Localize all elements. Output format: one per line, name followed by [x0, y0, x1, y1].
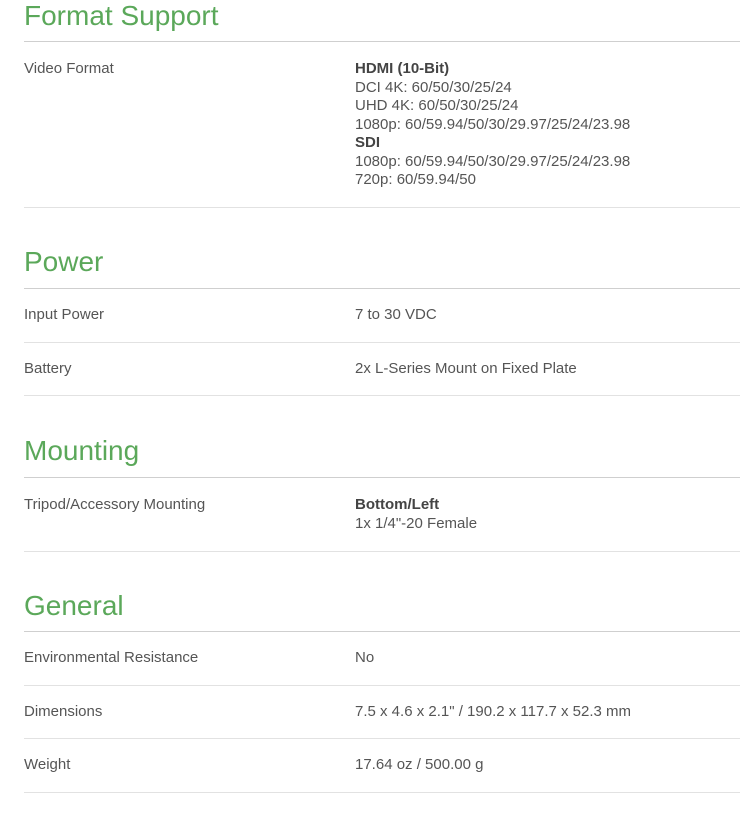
section-mounting [24, 434, 740, 552]
spec-label: Weight [24, 756, 71, 773]
spec-group-heading: SDI [355, 134, 381, 151]
spec-value-line: 1080p: 60/59.94/50/30/29.97/25/24/23.98 [355, 152, 631, 170]
spec-value [355, 60, 740, 190]
spec-value: 7.5 x 4.6 x 2.1" / 190.2 x 117.7 x 52.3 mm [355, 702, 632, 720]
section-title: Power [24, 246, 104, 277]
spec-row-input-power [24, 289, 740, 343]
spec-row-weight [24, 739, 740, 793]
spec-label: Input Power [24, 306, 105, 323]
spec-label: Environmental Resistance [24, 649, 199, 666]
spec-row-environmental-resistance [24, 632, 740, 686]
section-title: Format Support [24, 0, 219, 31]
spec-value: 2x L-Series Mount on Fixed Plate [355, 359, 577, 377]
spec-value [355, 496, 740, 533]
spec-value: No [355, 649, 375, 666]
section-title: General [24, 590, 124, 621]
spec-value-line: UHD 4K: 60/50/30/25/24 [355, 97, 519, 114]
spec-group-heading: Bottom/Left [355, 496, 440, 513]
spec-row-video-format [24, 42, 740, 208]
section-general [24, 589, 740, 793]
spec-label: Battery [24, 359, 72, 377]
spec-value-line: 1080p: 60/59.94/50/30/29.97/25/24/23.98 [355, 115, 631, 133]
section-title: Mounting [24, 435, 140, 466]
spec-row-dimensions [24, 686, 740, 740]
spec-group-heading: HDMI (10-Bit) [355, 60, 450, 77]
spec-value-line: 1x 1/4"-20 Female [355, 514, 478, 532]
spec-row-battery [24, 343, 740, 397]
spec-row-tripod-mounting [24, 478, 740, 552]
section-format-support [24, 0, 740, 208]
spec-value-line: 720p: 60/59.94/50 [355, 171, 476, 188]
spec-value: 7 to 30 VDC [355, 306, 437, 323]
spec-label: Video Format [24, 60, 114, 77]
spec-label: Dimensions [24, 702, 103, 720]
spec-value: 17.64 oz / 500.00 g [355, 756, 484, 773]
section-power [24, 245, 740, 396]
spec-label: Tripod/Accessory Mounting [24, 496, 206, 513]
spec-value-line: DCI 4K: 60/50/30/25/24 [355, 78, 512, 96]
